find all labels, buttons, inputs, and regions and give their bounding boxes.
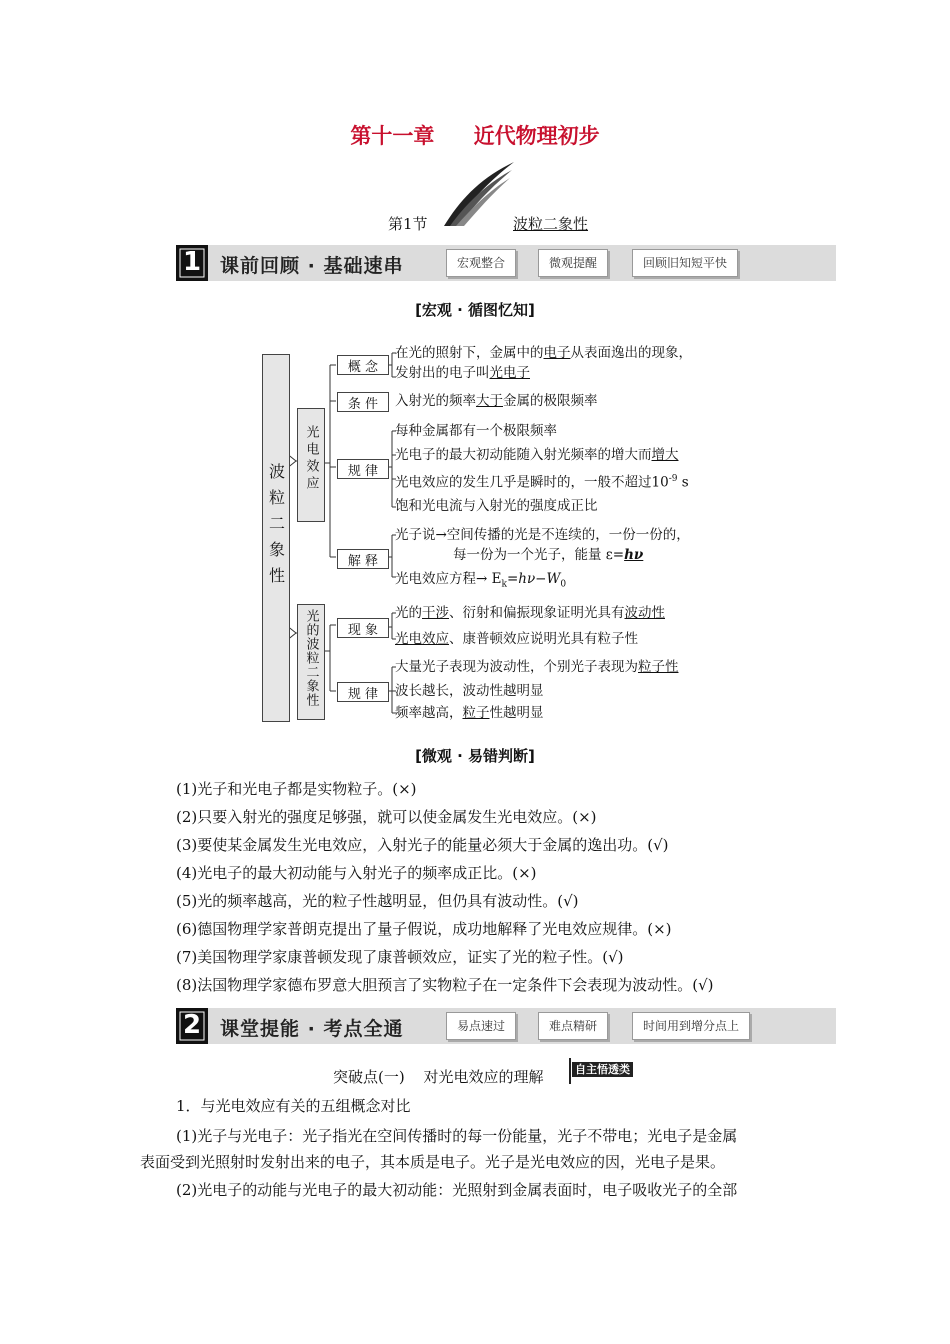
branch-photoelectric-label: 光电效应 xyxy=(303,425,319,493)
review-old-knowledge-button[interactable]: 回顾旧知短平快 xyxy=(632,249,738,277)
phenomenon-line-1: 光的干涉、衍射和偏振现象证明光具有波动性 xyxy=(395,605,665,621)
branch-duality-label: 光的波粒二象性 xyxy=(303,609,319,707)
phenomenon-line-2: 光电效应、康普顿效应说明光具有粒子性 xyxy=(395,631,638,647)
breakpoint-heading xyxy=(333,1066,544,1087)
banner-title: 课前回顾 · 基础速串 xyxy=(220,255,404,277)
branch-duality-box xyxy=(297,604,325,720)
macro-heading: [宏观 · 循图忆知] xyxy=(415,301,535,319)
condition-line: 入射光的频率大于金属的极限频率 xyxy=(395,393,598,409)
judgment-item: (8)法国物理学家德布罗意大胆预言了实物粒子在一定条件下会表现为波动性。(√) xyxy=(176,976,714,994)
branch-photoelectric-box xyxy=(297,408,325,522)
judgment-item: (3)要使某金属发生光电效应，入射光子的能量必须大于金属的逸出功。(√) xyxy=(176,836,669,854)
judgment-item: (2)只要入射光的强度足够强，就可以使金属发生光电效应。(×) xyxy=(176,808,597,826)
rule-line-4: 饱和光电流与入射光的强度成正比 xyxy=(395,498,598,514)
section-number: 第1节 xyxy=(388,215,428,233)
micro-reminder-button[interactable]: 微观提醒 xyxy=(538,249,608,277)
section-title: 波粒二象性 xyxy=(513,215,589,233)
rule2-line-3: 频率越高，粒子性越明显 xyxy=(395,705,544,721)
key-condition-box: 条 件 xyxy=(337,392,389,412)
swoosh-decoration-icon xyxy=(440,160,516,230)
key-rule2-box: 规 律 xyxy=(337,682,389,702)
concept-line-1: 在光的照射下，金属中的电子从表面逸出的现象， xyxy=(395,345,692,361)
hard-points-button[interactable]: 难点精研 xyxy=(538,1012,608,1040)
micro-heading: [微观 · 易错判断] xyxy=(415,747,535,765)
key-explain-box: 解 释 xyxy=(337,549,389,569)
explain-line-3: 光电效应方程→ $E_k=h\nu-W_0$ xyxy=(395,571,567,590)
body-paragraph-line: 表面受到光照射时发射出来的电子，其本质是电子。光子是光电效应的因，光电子是果。 xyxy=(140,1153,726,1171)
mindmap-root-label: 波粒二象性 xyxy=(266,463,286,593)
breakpoint-title: 对光电效应的理解 xyxy=(423,1068,544,1086)
easy-points-button[interactable]: 易点速过 xyxy=(446,1012,516,1040)
breakpoint-label: 突破点(一) xyxy=(333,1068,405,1086)
breakpoint-tag-wrap xyxy=(569,1058,633,1084)
explain-line-1: 光子说→空间传播的光是不连续的，一份一份的， xyxy=(395,527,690,543)
banner-number: 2 xyxy=(182,1010,202,1040)
chapter-name: 近代物理初步 xyxy=(473,124,600,148)
judgment-item: (7)美国物理学家康普顿发现了康普顿效应，证实了光的粒子性。(√) xyxy=(176,948,624,966)
chapter-number: 第十一章 xyxy=(350,124,435,148)
rule-line-1: 每种金属都有一个极限频率 xyxy=(395,423,557,439)
key-concept-box: 概 念 xyxy=(337,355,389,375)
macro-integration-button[interactable]: 宏观整合 xyxy=(446,249,516,277)
body-heading: 1．与光电效应有关的五组概念对比 xyxy=(176,1097,411,1115)
banner-in-class xyxy=(176,1008,836,1044)
self-study-tag: 自主悟透类 xyxy=(572,1062,633,1077)
mindmap-root-box xyxy=(262,354,290,722)
body-paragraph-line: (2)光电子的动能与光电子的最大初动能：光照射到金属表面时，电子吸收光子的全部 xyxy=(176,1181,738,1199)
rule2-line-1: 大量光子表现为波动性，个别光子表现为粒子性 xyxy=(395,659,679,675)
banner-number: 1 xyxy=(182,247,202,277)
banner-title: 课堂提能 · 考点全通 xyxy=(220,1018,404,1040)
rule2-line-2: 波长越长，波动性越明显 xyxy=(395,683,544,699)
rule-line-3: 光电效应的发生几乎是瞬时的，一般不超过$10^{-9}$ s xyxy=(395,474,689,491)
judgment-item: (4)光电子的最大初动能与入射光子的频率成正比。(×) xyxy=(176,864,537,882)
judgment-item: (5)光的频率越高，光的粒子性越明显，但仍具有波动性。(√) xyxy=(176,892,579,910)
time-on-points-button[interactable]: 时间用到增分点上 xyxy=(632,1012,750,1040)
rule-line-2: 光电子的最大初动能随入射光频率的增大而增大 xyxy=(395,447,679,463)
key-rule-box: 规 律 xyxy=(337,459,389,479)
key-phenomenon-box: 现 象 xyxy=(337,618,389,638)
body-paragraph-line: (1)光子与光电子：光子指光在空间传播时的每一份能量，光子不带电；光电子是金属 xyxy=(176,1127,738,1145)
chapter-title xyxy=(0,120,950,150)
judgment-item: (1)光子和光电子都是实物粒子。(×) xyxy=(176,780,417,798)
concept-line-2: 发射出的电子叫光电子 xyxy=(395,365,530,381)
explain-line-2: 每一份为一个光子，能量 ε=hν xyxy=(453,547,644,563)
judgment-item: (6)德国物理学家普朗克提出了量子假说，成功地解释了光电效应规律。(×) xyxy=(176,920,672,938)
banner-pre-class-review xyxy=(176,245,836,281)
